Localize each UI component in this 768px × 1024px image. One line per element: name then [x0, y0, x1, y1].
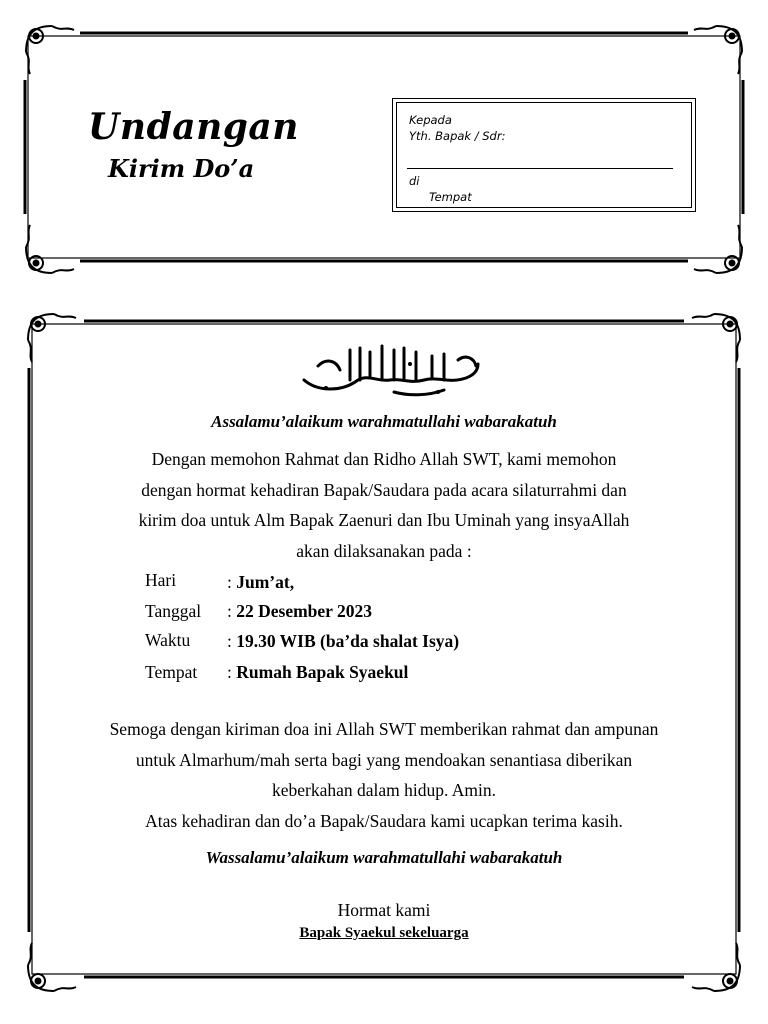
envelope-card	[0, 0, 768, 290]
detail-row-date	[227, 601, 372, 622]
signature-name-wrapper	[40, 921, 728, 942]
ornament-corner-bottom-right	[690, 216, 746, 277]
basmala-calligraphy-icon	[298, 340, 484, 398]
detail-value-time: 19.30 WIB (ba’da shalat Isya)	[236, 631, 460, 651]
address-recipient-label: Yth. Bapak / Sdr:	[409, 129, 506, 143]
ornament-corner-bottom-left	[24, 934, 80, 995]
detail-separator: :	[227, 662, 237, 682]
detail-label-date: Tanggal	[145, 601, 202, 621]
detail-row-day	[227, 572, 294, 593]
detail-value-place: Rumah Bapak Syaekul	[236, 662, 409, 682]
closing-line-1: Semoga dengan kiriman doa ini Allah SWT memberikan rahmat dan ampunan	[109, 719, 659, 739]
closing-line-4: Atas kehadiran dan do’a Bapak/Saudara kami ucapkan terima kasih.	[145, 811, 623, 831]
closing-line-2: untuk Almarhum/mah serta bagi yang mendoakan senantiasa diberikan	[135, 750, 633, 770]
detail-label-time: Waktu	[145, 630, 191, 650]
detail-label-place: Tempat	[145, 662, 198, 682]
intro-line-2: dengan hormat kehadiran Bapak/Saudara pada acara silaturrahmi dan	[141, 480, 627, 500]
address-to-label: Kepada	[409, 113, 452, 127]
intro-line-1: Dengan memohon Rahmat dan Ridho Allah SWT, kami memohon	[151, 449, 617, 469]
detail-row-place	[227, 662, 408, 683]
ornament-corner-top-right	[688, 310, 744, 371]
address-box	[392, 98, 696, 212]
closing-greeting: Wassalamu’alaikum warahmatullahi wabarakatuh	[205, 848, 563, 867]
ornament-corner-top-left	[24, 310, 80, 371]
address-at-label: di	[409, 174, 420, 188]
signature-name: Bapak Syaekul sekeluarga	[299, 925, 469, 941]
ornament-corner-bottom-left	[22, 216, 78, 277]
ornament-corner-bottom-right	[688, 934, 744, 995]
opening-greeting: Assalamu’alaikum warahmatullahi wabarakatuh	[211, 412, 557, 431]
detail-value-day: Jum’at,	[236, 572, 295, 592]
address-recipient-line	[407, 168, 673, 169]
detail-label-day: Hari	[145, 570, 177, 590]
intro-line-4: akan dilaksanakan pada :	[296, 541, 472, 561]
ornament-corner-top-left	[22, 22, 78, 83]
envelope-title: Undangan	[88, 106, 299, 148]
detail-separator: :	[227, 631, 237, 651]
signature-intro: Hormat kami	[337, 900, 431, 920]
ornament-corner-top-right	[690, 22, 746, 83]
closing-line-3: keberkahan dalam hidup. Amin.	[271, 780, 497, 800]
intro-line-3: kirim doa untuk Alm Bapak Zaenuri dan Ibu Uminah yang insyaAllah	[138, 510, 630, 530]
detail-row-time	[227, 631, 459, 652]
address-place-label: Tempat	[429, 190, 472, 204]
detail-value-date: 22 Desember 2023	[236, 601, 373, 621]
detail-separator: :	[227, 572, 237, 592]
envelope-subtitle: Kirim Do’a	[108, 154, 255, 183]
detail-separator: :	[227, 601, 237, 621]
